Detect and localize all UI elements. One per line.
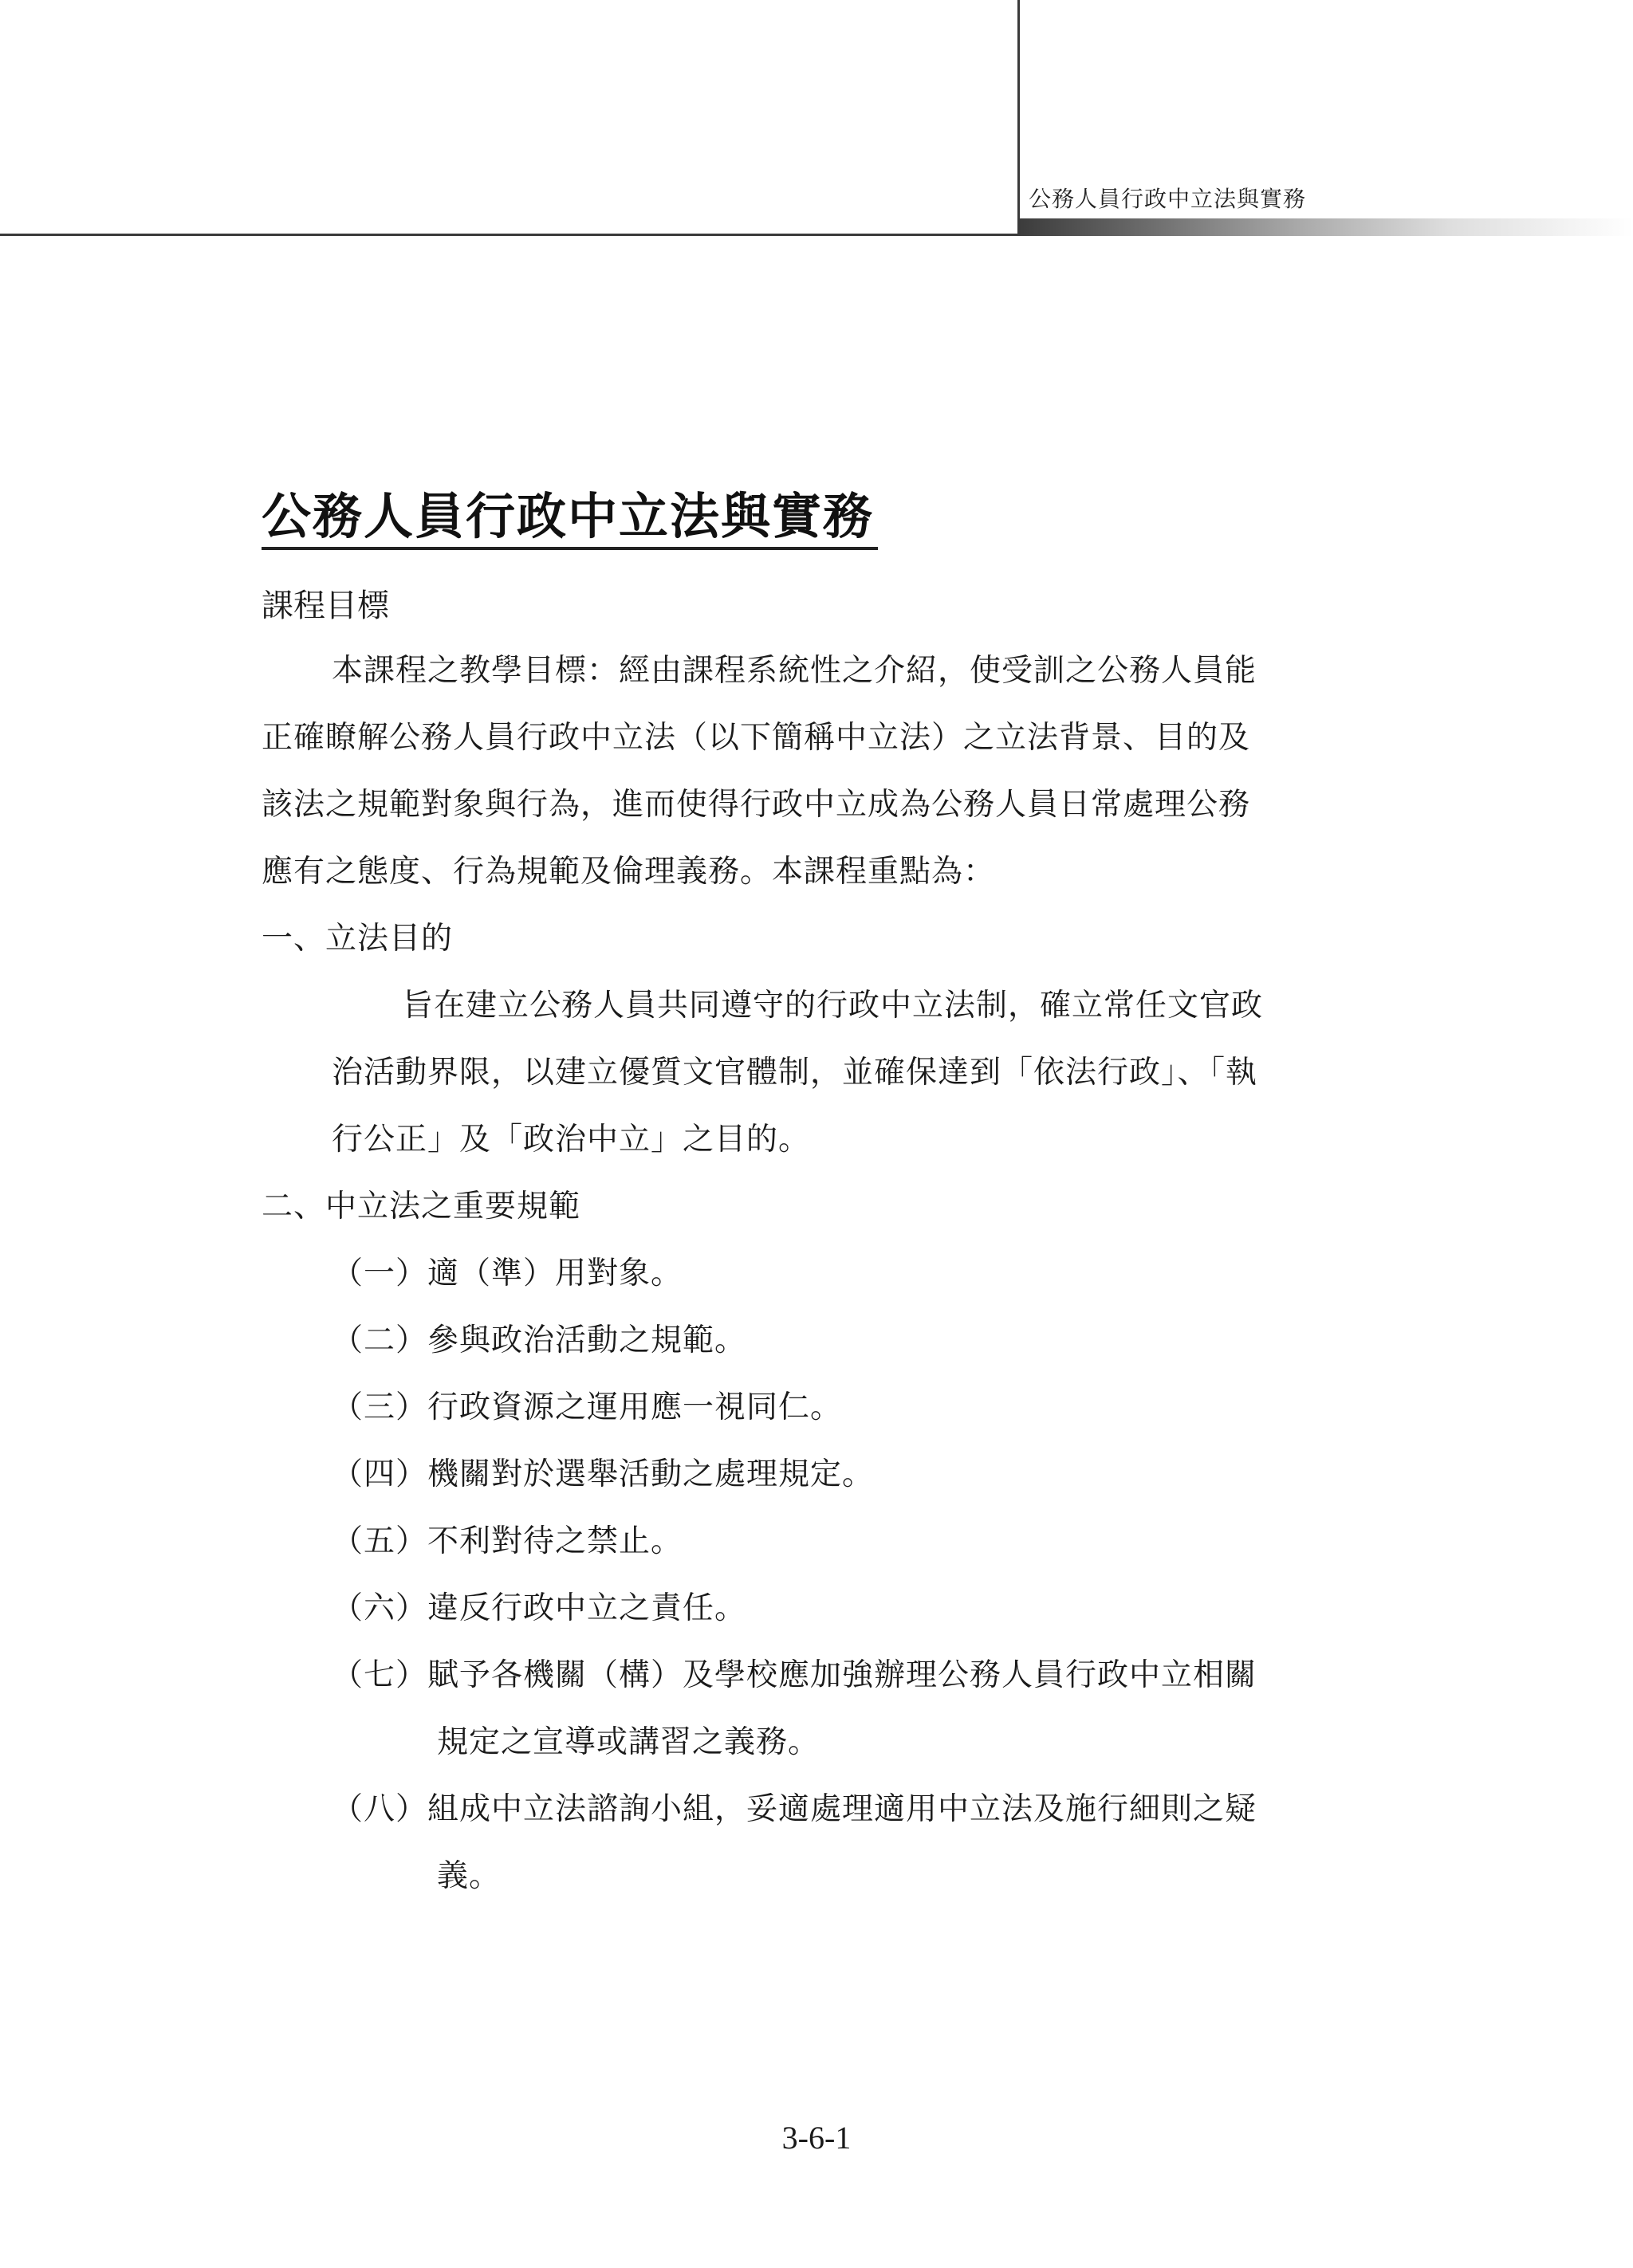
intro-line: 本課程之教學目標：經由課程系統性之介紹，使受訓之公務人員能 — [332, 653, 1257, 689]
header-vertical-divider — [1017, 0, 1020, 236]
point-paragraph-line: 行公正」及「政治中立」之目的。 — [332, 1122, 811, 1158]
point-paragraph-line: 旨在建立公務人員共同遵守的行政中立法制，確立常任文官政 — [402, 988, 1264, 1024]
list-item: （八）組成中立法諮詢小組，妥適處理適用中立法及施行細則之疑 — [332, 1791, 1257, 1827]
point-heading: 二、中立法之重要規範 — [262, 1189, 581, 1224]
point-heading: 一、立法目的 — [262, 921, 454, 957]
intro-line: 正確瞭解公務人員行政中立法（以下簡稱中立法）之立法背景、目的及 — [262, 720, 1251, 756]
list-item: （六）違反行政中立之責任。 — [332, 1590, 747, 1626]
list-item: （一）適（準）用對象。 — [332, 1256, 683, 1291]
list-item-continuation: 規定之宣導或講習之義務。 — [437, 1724, 820, 1760]
header-gradient-bar — [1020, 218, 1633, 236]
title-underline — [262, 547, 878, 550]
intro-line: 該法之規範對象與行為，進而使得行政中立成為公務人員日常處理公務 — [262, 787, 1251, 823]
list-item: （三）行政資源之運用應一視同仁。 — [332, 1389, 843, 1425]
list-item: （五）不利對待之禁止。 — [332, 1523, 683, 1559]
body-text — [262, 647, 1362, 1920]
section-heading: 課程目標 — [262, 588, 389, 624]
list-item: （七）賦予各機關（構）及學校應加強辦理公務人員行政中立相關 — [332, 1657, 1257, 1693]
running-header: 公務人員行政中立法與實務 — [1029, 186, 1307, 212]
list-item-continuation: 義。 — [437, 1858, 502, 1894]
intro-line: 應有之態度、行為規範及倫理義務。本課程重點為： — [262, 854, 996, 890]
header-rule — [0, 234, 1019, 236]
page-number: 3-6-1 — [781, 2120, 852, 2156]
list-item: （二）參與政治活動之規範。 — [332, 1323, 747, 1358]
point-paragraph-line: 治活動界限，以建立優質文官體制，並確保達到「依法行政」、「執 — [332, 1055, 1258, 1091]
list-item: （四）機關對於選舉活動之處理規定。 — [332, 1456, 875, 1492]
document-title: 公務人員行政中立法與實務 — [262, 487, 875, 545]
